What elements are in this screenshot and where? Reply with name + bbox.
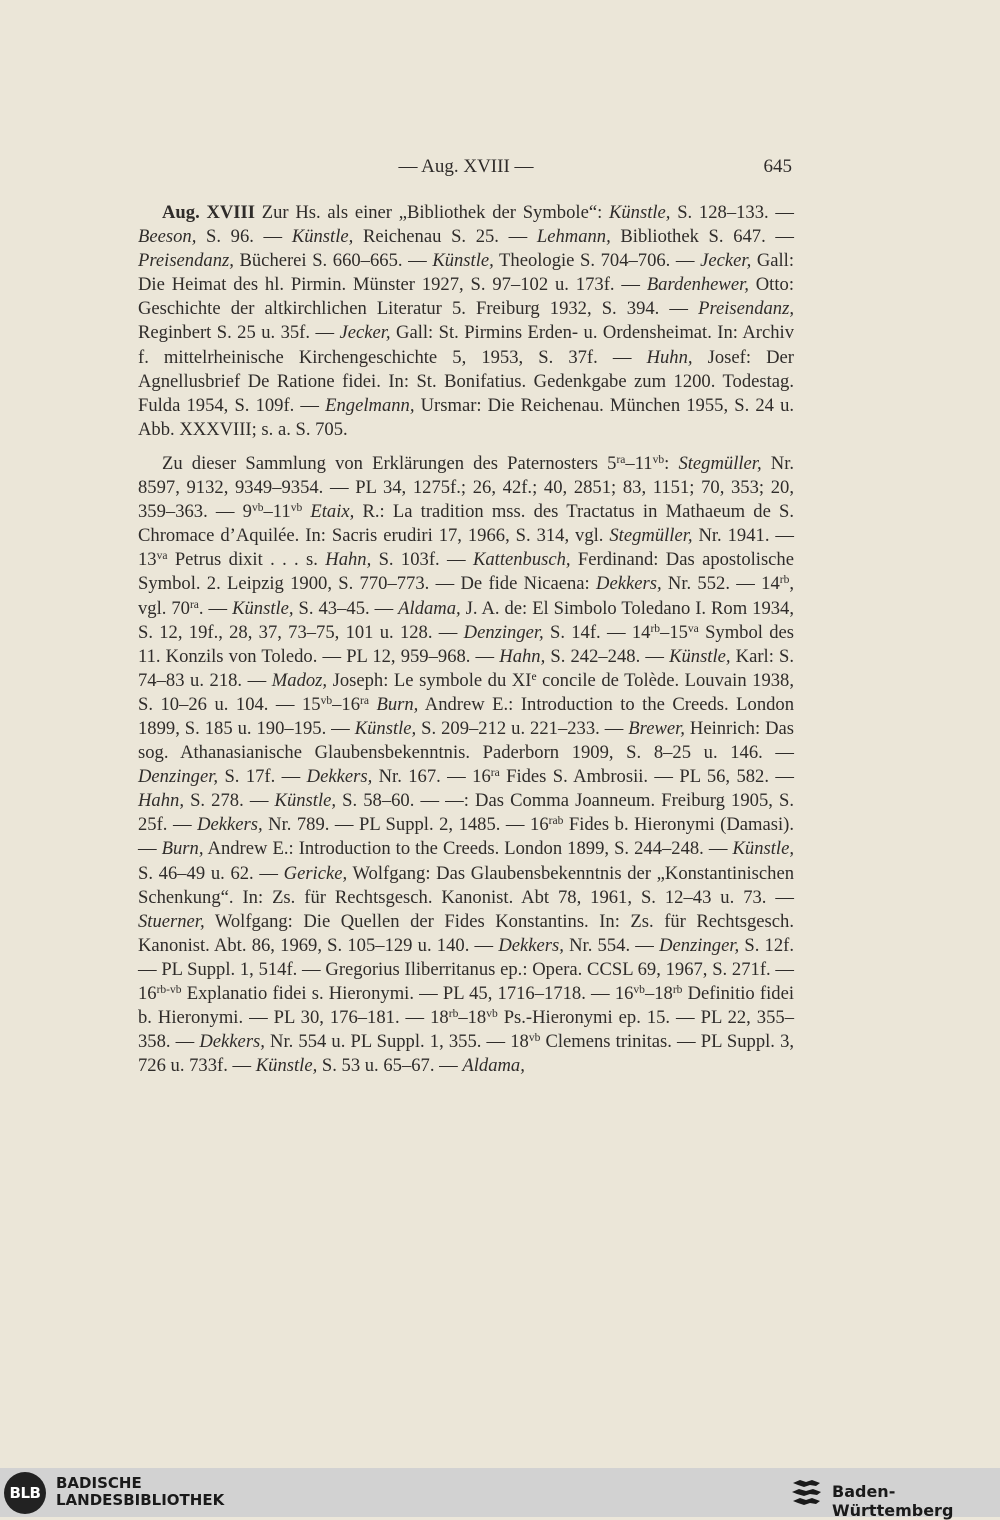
- page-number: 645: [763, 156, 792, 177]
- body-text: [138, 201, 794, 1078]
- blb-logo-icon[interactable]: BLB: [4, 1472, 46, 1514]
- manuscript-sigla: Aug. XVIII: [162, 202, 256, 223]
- lions-emblem-icon: [790, 1477, 824, 1509]
- running-head: [138, 156, 794, 182]
- library-name-line2: LANDESBIBLIOTHEK: [56, 1491, 225, 1509]
- paragraph-2: Zu dieser Sammlung von Erklärungen des Paternosters $5^{ra}-11^{vb}$: Stegmüller, Nr. 8597, 9132, 9349–9354. — PL 34, 1275f.; 26, 42f.; 40, 2851; 83, 1151; 70, 353; 20, 359–363. — $9^{vb}-11^{vb}$ Etaix, R.: La tradition mss. des Tractatus in Mathaeum de S. Chromace d’Aquilée. In: Sacris erudiri 17, 1966, S. 314, vgl. Stegmüller, Nr. 1941. — $13^{va}$ Petrus dixit . . . s. Hahn, S. 103f. — Kattenbusch, Ferdinand: Das apostolische Symbol. 2. Leipzig 1900, S. 770–773. — De fide Nicaena: Dekkers, Nr. 552. — $14^{rb}$, vgl. $70^{ra}$. — Künstle, S. 43–45. — Aldama, J. A. de: El Simbolo Toledano I. Rom 1934, S. 12, 19f., 28, 37, 73–75, 101 u. 128. — Denzinger, S. 14f. — $14^{rb}-15^{va}$ Symbol des 11. Konzils von Toledo. — PL 12, 959–968. — Hahn, S. 242–248. — Künstle, Karl: S. 74–83 u. 218. — Madoz, Joseph: Le symbole du XIe concile de Tolède. Louvain 1938, S. 10–26 u. 104. — $15^{vb}-16^{ra}$ Burn, Andrew E.: Introduction to the Creeds. London 1899, S. 185 u. 190–195. — Künstle, S. 209–212 u. 221–233. — Brewer, Heinrich: Das sog. Athanasianische Glaubensbekenntnis. Paderborn 1909, S. 8–25 u. 146. — Denzinger, S. 17f. — Dekkers, Nr. 167. — $16^{ra}$ Fides S. Ambrosii. — PL 56, 582. — Hahn, S. 278. — Künstle, S. 58–60. — —: Das Comma Joanneum. Freiburg 1905, S. 25f. — Dekkers, Nr. 789. — PL Suppl. 2, 1485. — $16^{rab}$ Fides b. Hieronymi (Damasi). — Burn, Andrew E.: Introduction to the Creeds. London 1899, S. 244–248. — Künstle, S. 46–49 u. 62. — Gericke, Wolfgang: Das Glaubensbekenntnis der „Konstantinischen Schenkung“. In: Zs. für Rechtsgesch. Kanonist. Abt 78, 1961, S. 12–43 u. 73. — Stuerner, Wolfgang: Die Quellen der Fides Konstantins. In: Zs. für Rechtsgesch. Kanonist. Abt. 86, 1969, S. 105–129 u. 140. — Dekkers, Nr. 554. — Denzinger, S. 12f. — PL Suppl. 1, 514f. — Gregorius Iliberritanus ep.: Opera. CCSL 69, 1967, S. 271f. — $16^{rb-vb}$ Explanatio fidei s. Hieronymi. — PL 45, 1716–1718. — $16^{vb}-18^{rb}$ Definitio fidei b. Hieronymi. — PL 30, 176–181. — $18^{rb}-18^{vb}$ Ps.-Hieronymi ep. 15. — PL 22, 355–358. — Dekkers, Nr. 554 u. PL Suppl. 1, 355. — $18^{vb}$ Clemens trinitas. — PL Suppl. 3, 726 u. 733f. — Künstle, S. 53 u. 65–67. — Aldama,: [138, 452, 795, 1077]
- footer-bar: [0, 1468, 1000, 1520]
- paragraph-1-text: Zur Hs. als einer „Bibliothek der Symbole“: Künstle, S. 128–133. — Beeson, S. 96. — Künstle, Reichenau S. 25. — Lehmann, Bibliothek S. 647. — Preisendanz, Bücherei S. 660–665. — Künstle, Theologie S. 704–706. — Jecker, Gall: Die Heimat des hl. Pirmin. Münster 1927, S. 97–102 u. 173f. — Bardenhewer, Otto: Geschichte der altkirchlichen Literatur 5. Freiburg 1932, S. 394. — Preisendanz, Reginbert S. 25 u. 35f. — Jecker, Gall: St. Pirmins Erden- u. Ordensheimat. In: Archiv f. mittelrheinische Kirchengeschichte 5, 1953, S. 37f. — Huhn, Josef: Der Agnellusbrief De Ratione fidei. In: St. Bonifatius. Gedenkgabe zum 1200. Todestag. Fulda 1954, S. 109f. — Engelmann, Ursmar: Die Reichenau. München 1955, S. 24 u. Abb. XXXVIII; s. a. S. 705.: [138, 202, 795, 440]
- state-name[interactable]: Baden-Württemberg: [832, 1482, 954, 1520]
- library-name-line1: BADISCHE: [56, 1474, 142, 1492]
- running-title: — Aug. XVIII —: [398, 156, 534, 177]
- library-name[interactable]: [56, 1475, 224, 1509]
- paragraph-1: [138, 201, 794, 442]
